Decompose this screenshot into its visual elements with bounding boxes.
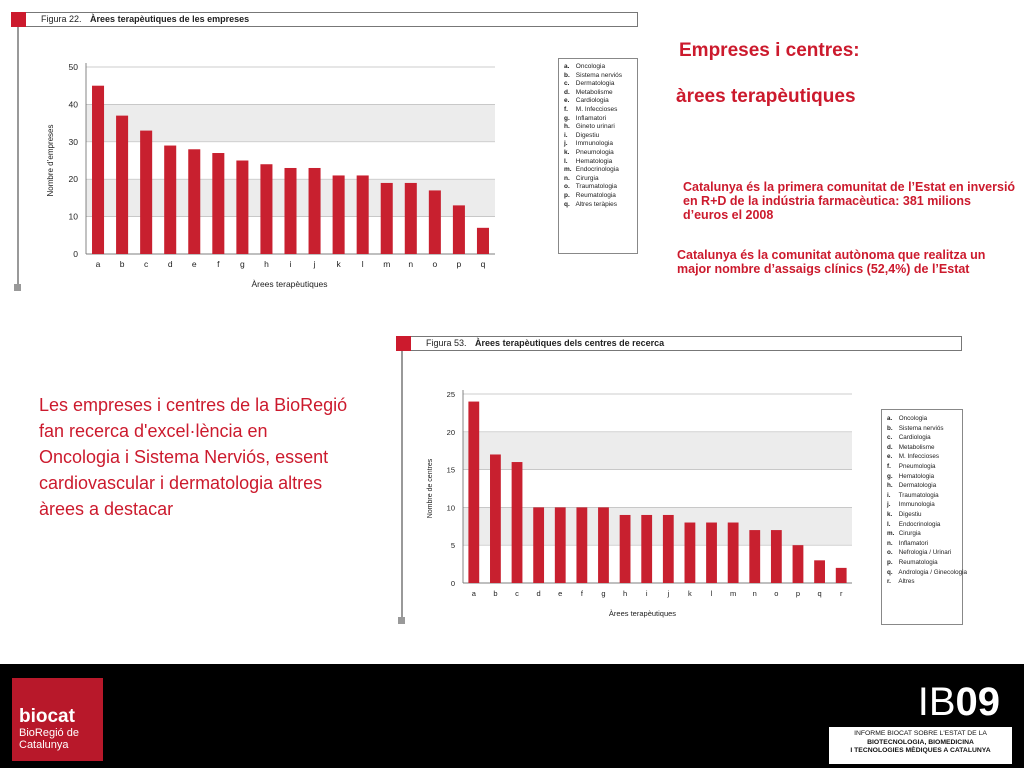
x-tick-label: m bbox=[730, 589, 737, 598]
x-tick-label: e bbox=[191, 259, 197, 269]
legend-item bbox=[887, 529, 957, 539]
bar-n bbox=[749, 530, 760, 583]
legend-key: g. bbox=[887, 472, 893, 480]
legend-label: M. Infeccioses bbox=[897, 453, 939, 461]
biocat-logo-sub2: Catalunya bbox=[19, 739, 69, 751]
legend-label: Altres bbox=[897, 578, 915, 586]
bar-f bbox=[576, 507, 587, 583]
legend-key: i. bbox=[564, 131, 568, 139]
legend-label: Nefrologia / Urinari bbox=[897, 549, 952, 557]
y-tick-label: 50 bbox=[68, 62, 78, 72]
legend-label: Endocrinologia bbox=[574, 166, 619, 174]
bar-p bbox=[793, 545, 804, 583]
y-tick-label: 40 bbox=[68, 99, 78, 110]
legend-label: Endocrinologia bbox=[897, 520, 941, 528]
y-tick-label: 0 bbox=[450, 579, 455, 588]
legend-key: n. bbox=[564, 174, 570, 182]
figure-22-label: Figura 22. bbox=[41, 14, 82, 24]
report-title-line1: INFORME BIOCAT SOBRE L'ESTAT DE LA bbox=[854, 730, 987, 737]
bar-i bbox=[641, 515, 652, 583]
x-axis-title: Àrees terapèutiques bbox=[608, 609, 677, 618]
x-tick-label: q bbox=[480, 259, 486, 269]
legend-key: r. bbox=[887, 578, 891, 586]
bar-d bbox=[533, 507, 544, 583]
legend-label: Altres teràpies bbox=[574, 200, 617, 208]
bar-q bbox=[814, 560, 825, 583]
x-tick-label: i bbox=[645, 589, 648, 598]
legend-label: Cardiologia bbox=[897, 434, 931, 442]
x-tick-label: h bbox=[622, 589, 628, 598]
bar-g bbox=[598, 507, 609, 583]
x-tick-label: f bbox=[580, 589, 583, 598]
x-tick-label: r bbox=[839, 589, 843, 598]
legend-label: Metabolisme bbox=[897, 443, 935, 451]
legend-label: Traumatologia bbox=[574, 183, 617, 191]
y-tick-label: 20 bbox=[68, 174, 78, 185]
bar-r bbox=[836, 568, 847, 583]
x-tick-label: g bbox=[240, 259, 245, 269]
x-tick-label: k bbox=[336, 259, 341, 269]
legend-key: a. bbox=[564, 63, 570, 70]
x-tick-label: d bbox=[167, 259, 173, 269]
report-title-box bbox=[829, 727, 1012, 764]
x-tick-label: c bbox=[515, 589, 519, 598]
body-text: Les empreses i centres de la BioRegió fan recerca d'excel·lència en Oncologia i Sistema Nerviós, essent cardiovascular i dermatologia altres àrees a destacar bbox=[39, 395, 348, 519]
legend-label: Dermatologia bbox=[574, 80, 615, 88]
legend-label: Cirurgia bbox=[574, 174, 599, 182]
biocat-logo-name: biocat bbox=[19, 706, 75, 727]
x-tick-label: j bbox=[313, 259, 316, 269]
x-tick-label: n bbox=[408, 259, 414, 269]
report-title-line2: BIOTECNOLOGIA, BIOMEDICINA bbox=[867, 738, 974, 746]
legend-item bbox=[887, 510, 957, 520]
y-tick-label: 25 bbox=[446, 390, 455, 399]
legend-label: Immunologia bbox=[574, 140, 614, 148]
legend-label: Oncologia bbox=[574, 63, 606, 70]
legend-label: Traumatologia bbox=[897, 491, 939, 499]
legend-key: h. bbox=[887, 482, 893, 490]
stat-rd-investment: Catalunya és la primera comunitat de l’Estat en inversió en R+D de la indústria farmacèutica: 381 milions d’euros el 2008 bbox=[683, 180, 1016, 222]
x-tick-label: c bbox=[144, 259, 149, 269]
bar-a bbox=[468, 402, 479, 583]
legend-label: Oncologia bbox=[897, 415, 928, 422]
legend-key: f. bbox=[887, 462, 891, 470]
y-tick-label: 5 bbox=[450, 541, 455, 551]
legend-label: Immunologia bbox=[897, 501, 935, 509]
x-tick-label: j bbox=[667, 589, 670, 598]
legend-key: d. bbox=[887, 443, 893, 451]
legend-label: Reumatologia bbox=[897, 558, 938, 566]
legend-label: Sistema nerviós bbox=[574, 71, 623, 79]
legend-label: Sistema nerviós bbox=[897, 424, 944, 432]
bar-e bbox=[555, 507, 566, 583]
legend-key: o. bbox=[887, 549, 893, 557]
legend-key: b. bbox=[564, 71, 570, 79]
legend-key: p. bbox=[887, 558, 893, 566]
legend-label: Hematologia bbox=[574, 157, 613, 165]
legend-label: Inflamatori bbox=[574, 114, 607, 122]
legend-key: q. bbox=[887, 568, 893, 576]
legend-key: k. bbox=[564, 148, 570, 156]
legend-label: Metabolisme bbox=[574, 88, 613, 96]
figure-53-title: Àrees terapèutiques dels centres de recerca bbox=[475, 338, 665, 348]
bar-m bbox=[728, 523, 739, 583]
legend-key: c. bbox=[564, 80, 570, 88]
legend-key: j. bbox=[564, 140, 568, 148]
x-tick-label: o bbox=[774, 589, 779, 598]
y-tick-label: 10 bbox=[68, 211, 78, 222]
bar-l bbox=[706, 523, 717, 583]
x-tick-label: k bbox=[688, 589, 692, 598]
legend-label: Inflamatori bbox=[897, 539, 929, 547]
figure-53-label: Figura 53. bbox=[426, 338, 467, 348]
bar-o bbox=[771, 530, 782, 583]
bar-h bbox=[620, 515, 631, 583]
y-tick-label: 20 bbox=[446, 427, 455, 437]
legend-key: k. bbox=[887, 510, 893, 518]
y-tick-label: 30 bbox=[68, 136, 78, 147]
ib09-mark-year: 09 bbox=[955, 680, 1000, 724]
legend-key: l. bbox=[564, 157, 568, 165]
x-tick-label: a bbox=[471, 589, 476, 598]
legend-label: Andrologia / Ginecologia bbox=[897, 568, 968, 576]
legend-label: Cirurgia bbox=[897, 530, 921, 538]
bar-j bbox=[663, 515, 674, 583]
legend-item bbox=[887, 577, 957, 587]
ib09-mark bbox=[918, 682, 1000, 722]
legend-key: b. bbox=[887, 424, 893, 432]
figure-22-title: Àrees terapèutiques de les empreses bbox=[90, 14, 250, 24]
legend-key: q. bbox=[564, 200, 570, 208]
biocat-logo[interactable] bbox=[12, 678, 103, 761]
legend-key: m. bbox=[887, 530, 895, 538]
x-tick-label: p bbox=[456, 259, 462, 269]
x-tick-label: b bbox=[119, 259, 125, 269]
legend-key: d. bbox=[564, 88, 570, 96]
legend-key: f. bbox=[564, 105, 568, 113]
y-tick-label: 0 bbox=[73, 249, 78, 259]
legend-key: e. bbox=[564, 97, 570, 105]
x-tick-label: f bbox=[217, 259, 220, 269]
legend-item bbox=[887, 491, 957, 501]
legend-item bbox=[887, 424, 957, 434]
x-tick-label: m bbox=[383, 259, 391, 269]
legend-key: o. bbox=[564, 183, 570, 191]
footer-bar bbox=[0, 664, 1024, 768]
chart-centres-legend bbox=[881, 409, 968, 625]
legend-label: Digestiu bbox=[897, 510, 922, 518]
x-tick-label: b bbox=[493, 589, 498, 598]
biocat-logo-sub1: BioRegió de bbox=[19, 727, 79, 739]
legend-item bbox=[887, 539, 957, 549]
bar-k bbox=[685, 523, 696, 583]
x-tick-label: h bbox=[264, 259, 269, 269]
legend-item bbox=[887, 568, 968, 578]
legend-item bbox=[887, 481, 957, 491]
legend-item bbox=[887, 500, 957, 510]
y-axis-title: Nombre d’empreses bbox=[46, 124, 55, 197]
x-tick-label: l bbox=[710, 589, 713, 598]
legend-label: Dermatologia bbox=[897, 482, 937, 490]
legend-item bbox=[887, 443, 957, 453]
legend-item bbox=[887, 462, 957, 472]
legend-item bbox=[887, 548, 957, 558]
stat-clinical-trials: Catalunya és la comunitat autònoma que realitza un major nombre d’assaigs clínics (52,4%) de l’Estat bbox=[677, 248, 986, 276]
legend-label: Cardiologia bbox=[574, 97, 609, 105]
legend-key: n. bbox=[887, 539, 893, 547]
legend-item bbox=[887, 520, 957, 530]
legend-item bbox=[887, 558, 957, 568]
legend-key: i. bbox=[887, 491, 891, 499]
legend-key: g. bbox=[564, 114, 570, 122]
x-tick-label: g bbox=[601, 589, 606, 598]
x-tick-label: d bbox=[536, 589, 541, 598]
x-tick-label: l bbox=[361, 259, 364, 269]
legend-item bbox=[887, 414, 957, 424]
legend-key: l. bbox=[887, 520, 891, 528]
legend-label: Digestiu bbox=[574, 131, 600, 139]
legend-label: M. Infeccioses bbox=[574, 105, 618, 113]
x-axis-title: Àrees terapèutiques bbox=[251, 279, 328, 289]
y-tick-label: 10 bbox=[446, 503, 455, 513]
x-tick-label: p bbox=[795, 589, 801, 598]
legend-item bbox=[887, 472, 957, 482]
legend-item bbox=[887, 452, 957, 462]
x-tick-label: a bbox=[95, 259, 101, 269]
legend-key: j. bbox=[887, 501, 891, 509]
x-tick-label: i bbox=[289, 259, 292, 269]
bar-c bbox=[512, 462, 523, 583]
legend-key: a. bbox=[887, 415, 893, 422]
report-title-line3: I TECNOLOGIES MÈDIQUES A CATALUNYA bbox=[850, 747, 991, 755]
legend-label: Hematologia bbox=[897, 472, 935, 480]
x-tick-label: o bbox=[432, 259, 438, 269]
legend-key: h. bbox=[564, 123, 570, 131]
x-tick-label: q bbox=[817, 589, 822, 598]
legend-key: e. bbox=[887, 453, 893, 461]
legend-key: c. bbox=[887, 434, 893, 442]
ib09-mark-ib: IB bbox=[917, 680, 956, 724]
legend-key: m. bbox=[564, 166, 572, 174]
y-tick-label: 15 bbox=[446, 465, 455, 475]
legend-label: Pneumologia bbox=[897, 462, 936, 470]
x-tick-label: n bbox=[752, 589, 757, 598]
slide-title-line1: Empreses i centres: bbox=[679, 40, 860, 61]
legend-key: p. bbox=[564, 191, 570, 199]
legend-item bbox=[887, 433, 957, 443]
legend-label: Gineto urinari bbox=[574, 123, 615, 131]
slide-title-line2: àrees terapèutiques bbox=[676, 86, 856, 107]
legend-label: Pneumologia bbox=[574, 148, 614, 156]
bar-b bbox=[490, 454, 501, 583]
legend-label: Reumatologia bbox=[574, 191, 616, 199]
y-axis-title: Nombre de centres bbox=[427, 458, 434, 519]
x-tick-label: e bbox=[558, 589, 563, 598]
